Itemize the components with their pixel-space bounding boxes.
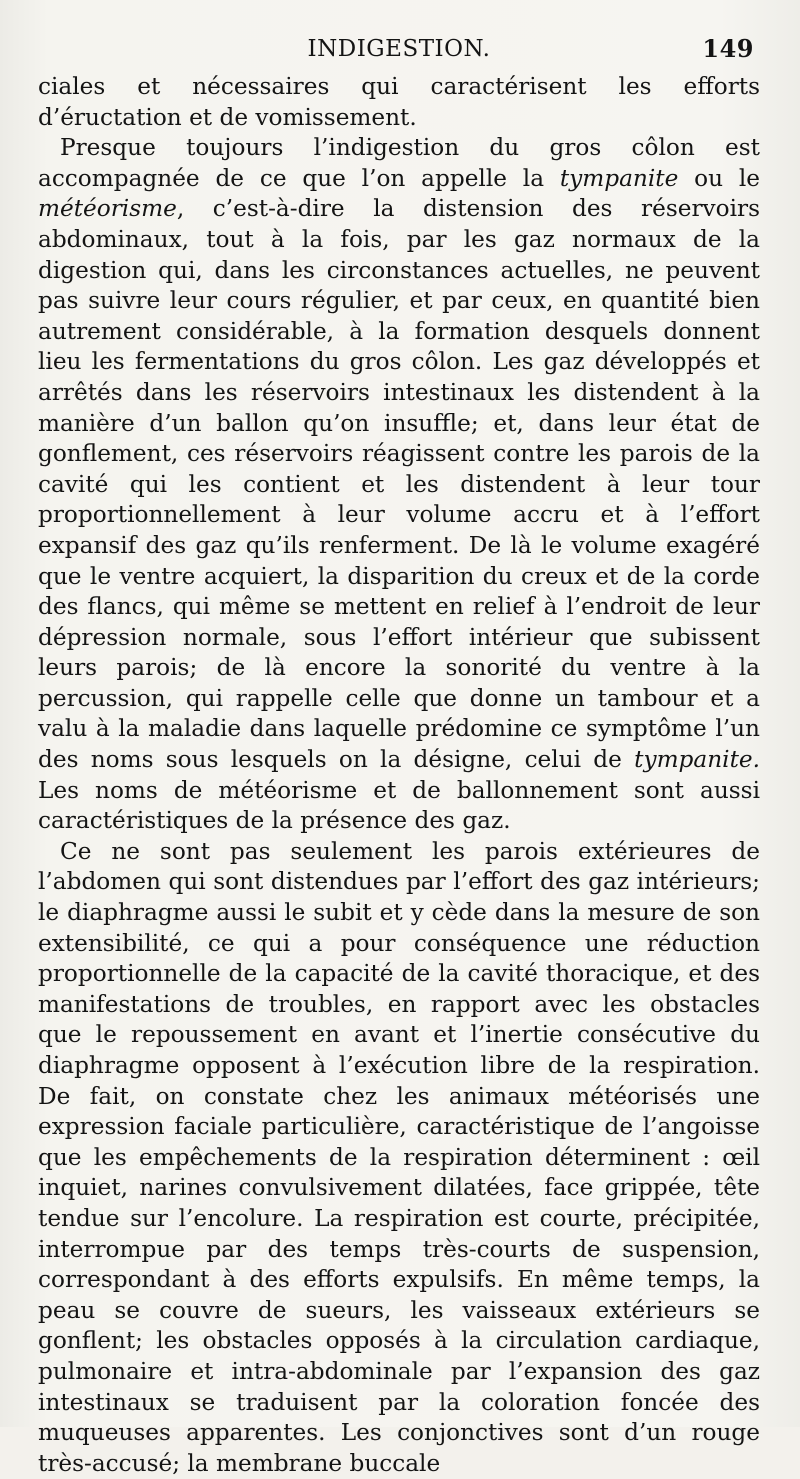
italic-term: météorisme [38,195,177,223]
text-run: Presque toujours l’indigestion du gros côlon est accompagnée de ce que l’on appelle la [38,134,760,192]
paragraph-continuation [38,72,760,133]
text-run: ou le [678,164,760,192]
text-run: ciales et nécessaires qui caractérisent les efforts d’éructation et de vomissement. [38,73,760,131]
running-header [38,28,760,72]
italic-term: tympanite. [634,746,760,774]
paragraph-diaphragm [38,837,760,1479]
text-run: , c’est-à-dire la distension des réservoirs abdominaux, tout à la fois, par les gaz normaux de la digestion qui, dans les circonstances actuelles, ne peuvent pas suivre leur cours régulier, et par ceux, en quantité bien autrement considérable, à la formation desquels donnent lieu les fermentations du gros côlon. Les gaz développés et arrêtés dans les réservoirs intestinaux les distendent à la manière d’un ballon qu’on insuffle; et, dans leur état de gonflement, ces réservoirs réagissent contre les parois de la cavité qui les contient et les distendent à leur tour proportionnellement à leur volume accru et à l’effort expansif des gaz qu’ils renferment. De là le volume exagéré que le ventre acquiert, la disparition du creux et de la corde des flancs, qui même se mettent en relief à l’endroit de leur dépression normale, sous l’effort intérieur que subissent leurs parois; de là encore la sonorité du ventre à la percussion, qui rappelle celle que donne un tambour et a valu à la maladie dans laquelle prédomine ce symptôme l’un des noms sous lesquels on la désigne, celui de [38,195,760,774]
text-run: Ce ne sont pas seulement les parois extérieures de l’abdomen qui sont distendues par l’effort des gaz intérieurs; le diaphragme aussi le subit et y cède dans la mesure de son extensibilité, ce qui a pour conséquence une réduction proportionnelle de la capacité de la cavité thoracique, et des manifestations de troubles, en rapport avec les obstacles que le repoussement en avant et l’inertie consécutive du diaphragme opposent à l’exécution libre de la respiration. De fait, on constate chez les animaux météorisés une expression faciale particulière, caractéristique de l’angoisse que les empêchements de la respiration déterminent : œil inquiet, narines convulsivement dilatées, face grippée, tête tendue sur l’encolure. La respiration est courte, précipitée, interrompue par des temps très-courts de suspension, correspondant à des efforts expulsifs. En même temps, la peau se couvre de sueurs, les vaisseaux extérieurs se gonflent; les obstacles opposés à la circulation cardiaque, pulmonaire et intra-abdominale par l’expansion des gaz intestinaux se traduisent par la coloration foncée des muqueuses apparentes. Les conjonctives sont d’un rouge très-accusé; la membrane buccale [38,837,760,1477]
italic-term: tympanite [559,164,679,192]
body-text [38,72,760,1479]
page-number: 149 [702,34,754,63]
text-run: Les noms de météorisme et de ballonnement sont aussi caractéristiques de la présence des gaz. [38,776,760,835]
paragraph-tympanite [38,133,760,837]
running-title: INDIGESTION. [307,36,491,62]
